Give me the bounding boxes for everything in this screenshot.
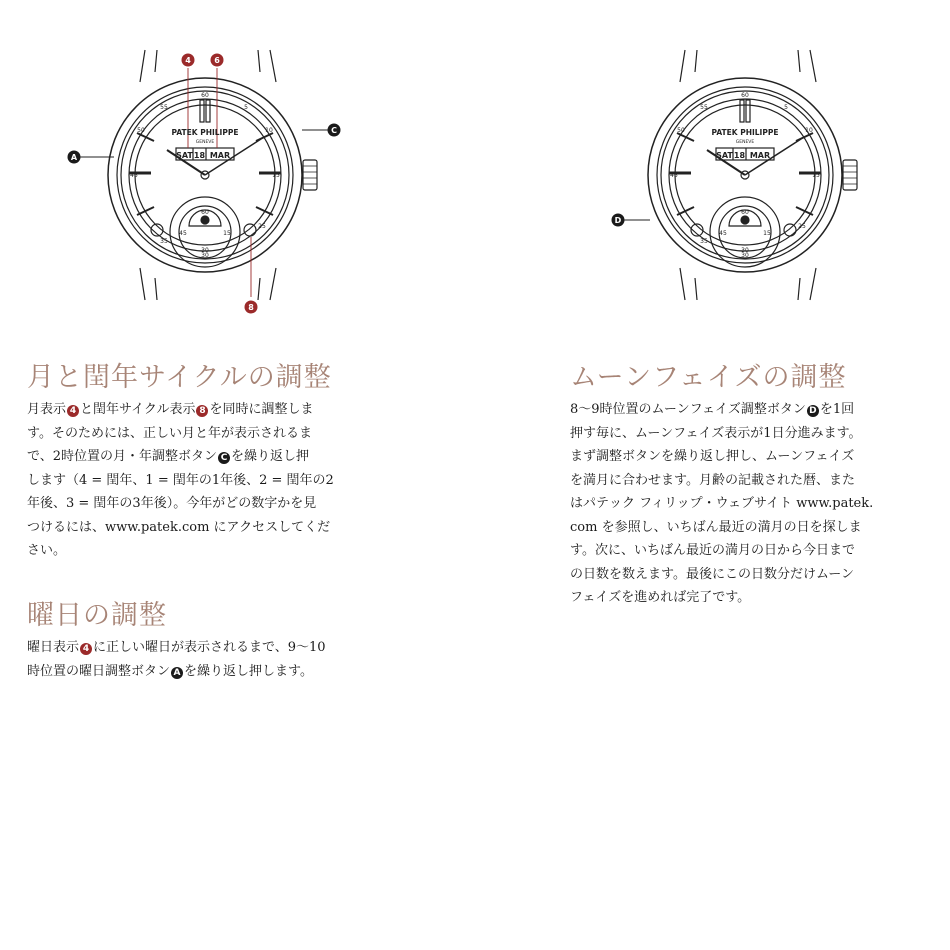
month-leap-year-heading: 月と閏年サイクルの調整 (27, 362, 332, 393)
callout-badge-c: C (218, 452, 230, 464)
rim-number: 30 (201, 247, 209, 254)
brand-logo: PATEK PHILIPPE (171, 128, 239, 137)
brand-city: GENEVE (195, 140, 215, 145)
rim-number: 30 (741, 247, 749, 254)
subdial-number: 45 (179, 230, 187, 237)
subdial-number: 15 (763, 230, 771, 237)
rim-number: 35 (700, 238, 708, 245)
rim-number: 35 (160, 238, 168, 245)
date-display: 18 (193, 151, 206, 160)
callout-badge-d: D (807, 405, 819, 417)
callout-badge-a: A (171, 667, 183, 679)
callout-c: C (331, 126, 337, 135)
subdial-number: 60 (201, 209, 209, 216)
month-display: MAR (749, 151, 771, 160)
rim-number: 45 (670, 172, 678, 179)
day-adjustment-text: 曜日表示 4 に正しい曜日が表示されるまで、9～10 時位置の曜日調整ボタン A を繰り返し押します。 (27, 640, 326, 679)
crown (303, 160, 317, 190)
day-display: SAT (716, 151, 733, 160)
moon-phase-heading: ムーンフェイズの調整 (570, 362, 847, 393)
rim-number: 50 (137, 127, 145, 134)
subdial-number: 60 (741, 209, 749, 216)
rim-number: 55 (160, 104, 168, 111)
rim-number: 15 (812, 172, 820, 179)
month-display: MAR (209, 151, 231, 160)
callout-6: 6 (214, 56, 220, 65)
subdial-number: 45 (719, 230, 727, 237)
leap-year-window (244, 224, 256, 236)
rim-number: 25 (798, 223, 806, 230)
rim-number: 5 (784, 104, 788, 111)
day-display: SAT (176, 151, 193, 160)
month-leap-year-text: 月表示 4 と閏年サイクル表示 8 を同時に調整しま す。そのためには、正しい月と年が表示されるま で、2時位置の月・年調整ボタン C を繰り返し押 します（4 = 閏年、1 = 閏年の1年後、2 = 閏年の2 年後、3 = 閏年の3年後）。今年がどの数字かを見 つけるには、www.patek.com にアクセスしてくだ さい。 (27, 402, 334, 558)
lug-bottom-left (140, 268, 157, 300)
rim-number: 60 (741, 92, 749, 99)
rim-number: 10 (805, 127, 813, 134)
rim-number: 10 (265, 127, 273, 134)
rim-number: 15 (272, 172, 280, 179)
lug-top-left (140, 50, 157, 82)
rim-number: 5 (244, 104, 248, 111)
callout-badge-4: 4 (67, 405, 79, 417)
callout-d: D (614, 216, 622, 225)
watch-illustration-right (580, 20, 920, 320)
rim-number: 60 (201, 92, 209, 99)
lug-top-right (258, 50, 276, 82)
day-adjustment-heading: 曜日の調整 (27, 600, 167, 631)
brand-city: GENEVE (735, 140, 755, 145)
watch-illustration-left (40, 20, 380, 320)
callout-badge-8: 8 (196, 405, 208, 417)
callout-4: 4 (185, 56, 191, 65)
brand-logo: PATEK PHILIPPE (711, 128, 779, 137)
rim-number: 55 (700, 104, 708, 111)
subdial-number: 15 (223, 230, 231, 237)
moon-phase-text: 8～9時位置のムーンフェイズ調整ボタン D を1回 押す毎に、ムーンフェイズ表示が1日分進みます。 まず調整ボタンを繰り返し押し、ムーンフェイズ を満月に合わせます。月齢の記載された暦、また はパテック フィリップ・ウェブサイト www.patek. com を参照し、いちばん最近の満月の日を探しま す。次に、いちばん最近の満月の日から今日まで の日数を数えます。最後にこの日数分だけムーン フェイズを進めれば完了です。 (570, 402, 874, 605)
rim-number: 45 (130, 172, 138, 179)
crown (843, 160, 857, 190)
lug-bottom-right (258, 268, 276, 300)
subdial-number: 30 (741, 252, 749, 259)
callout-a: A (70, 153, 78, 162)
rim-number: 50 (677, 127, 685, 134)
subdial-number: 30 (201, 252, 209, 259)
callout-8: 8 (248, 303, 254, 312)
rim-number: 25 (258, 223, 266, 230)
date-display: 18 (733, 151, 746, 160)
callout-badge-4: 4 (80, 643, 92, 655)
